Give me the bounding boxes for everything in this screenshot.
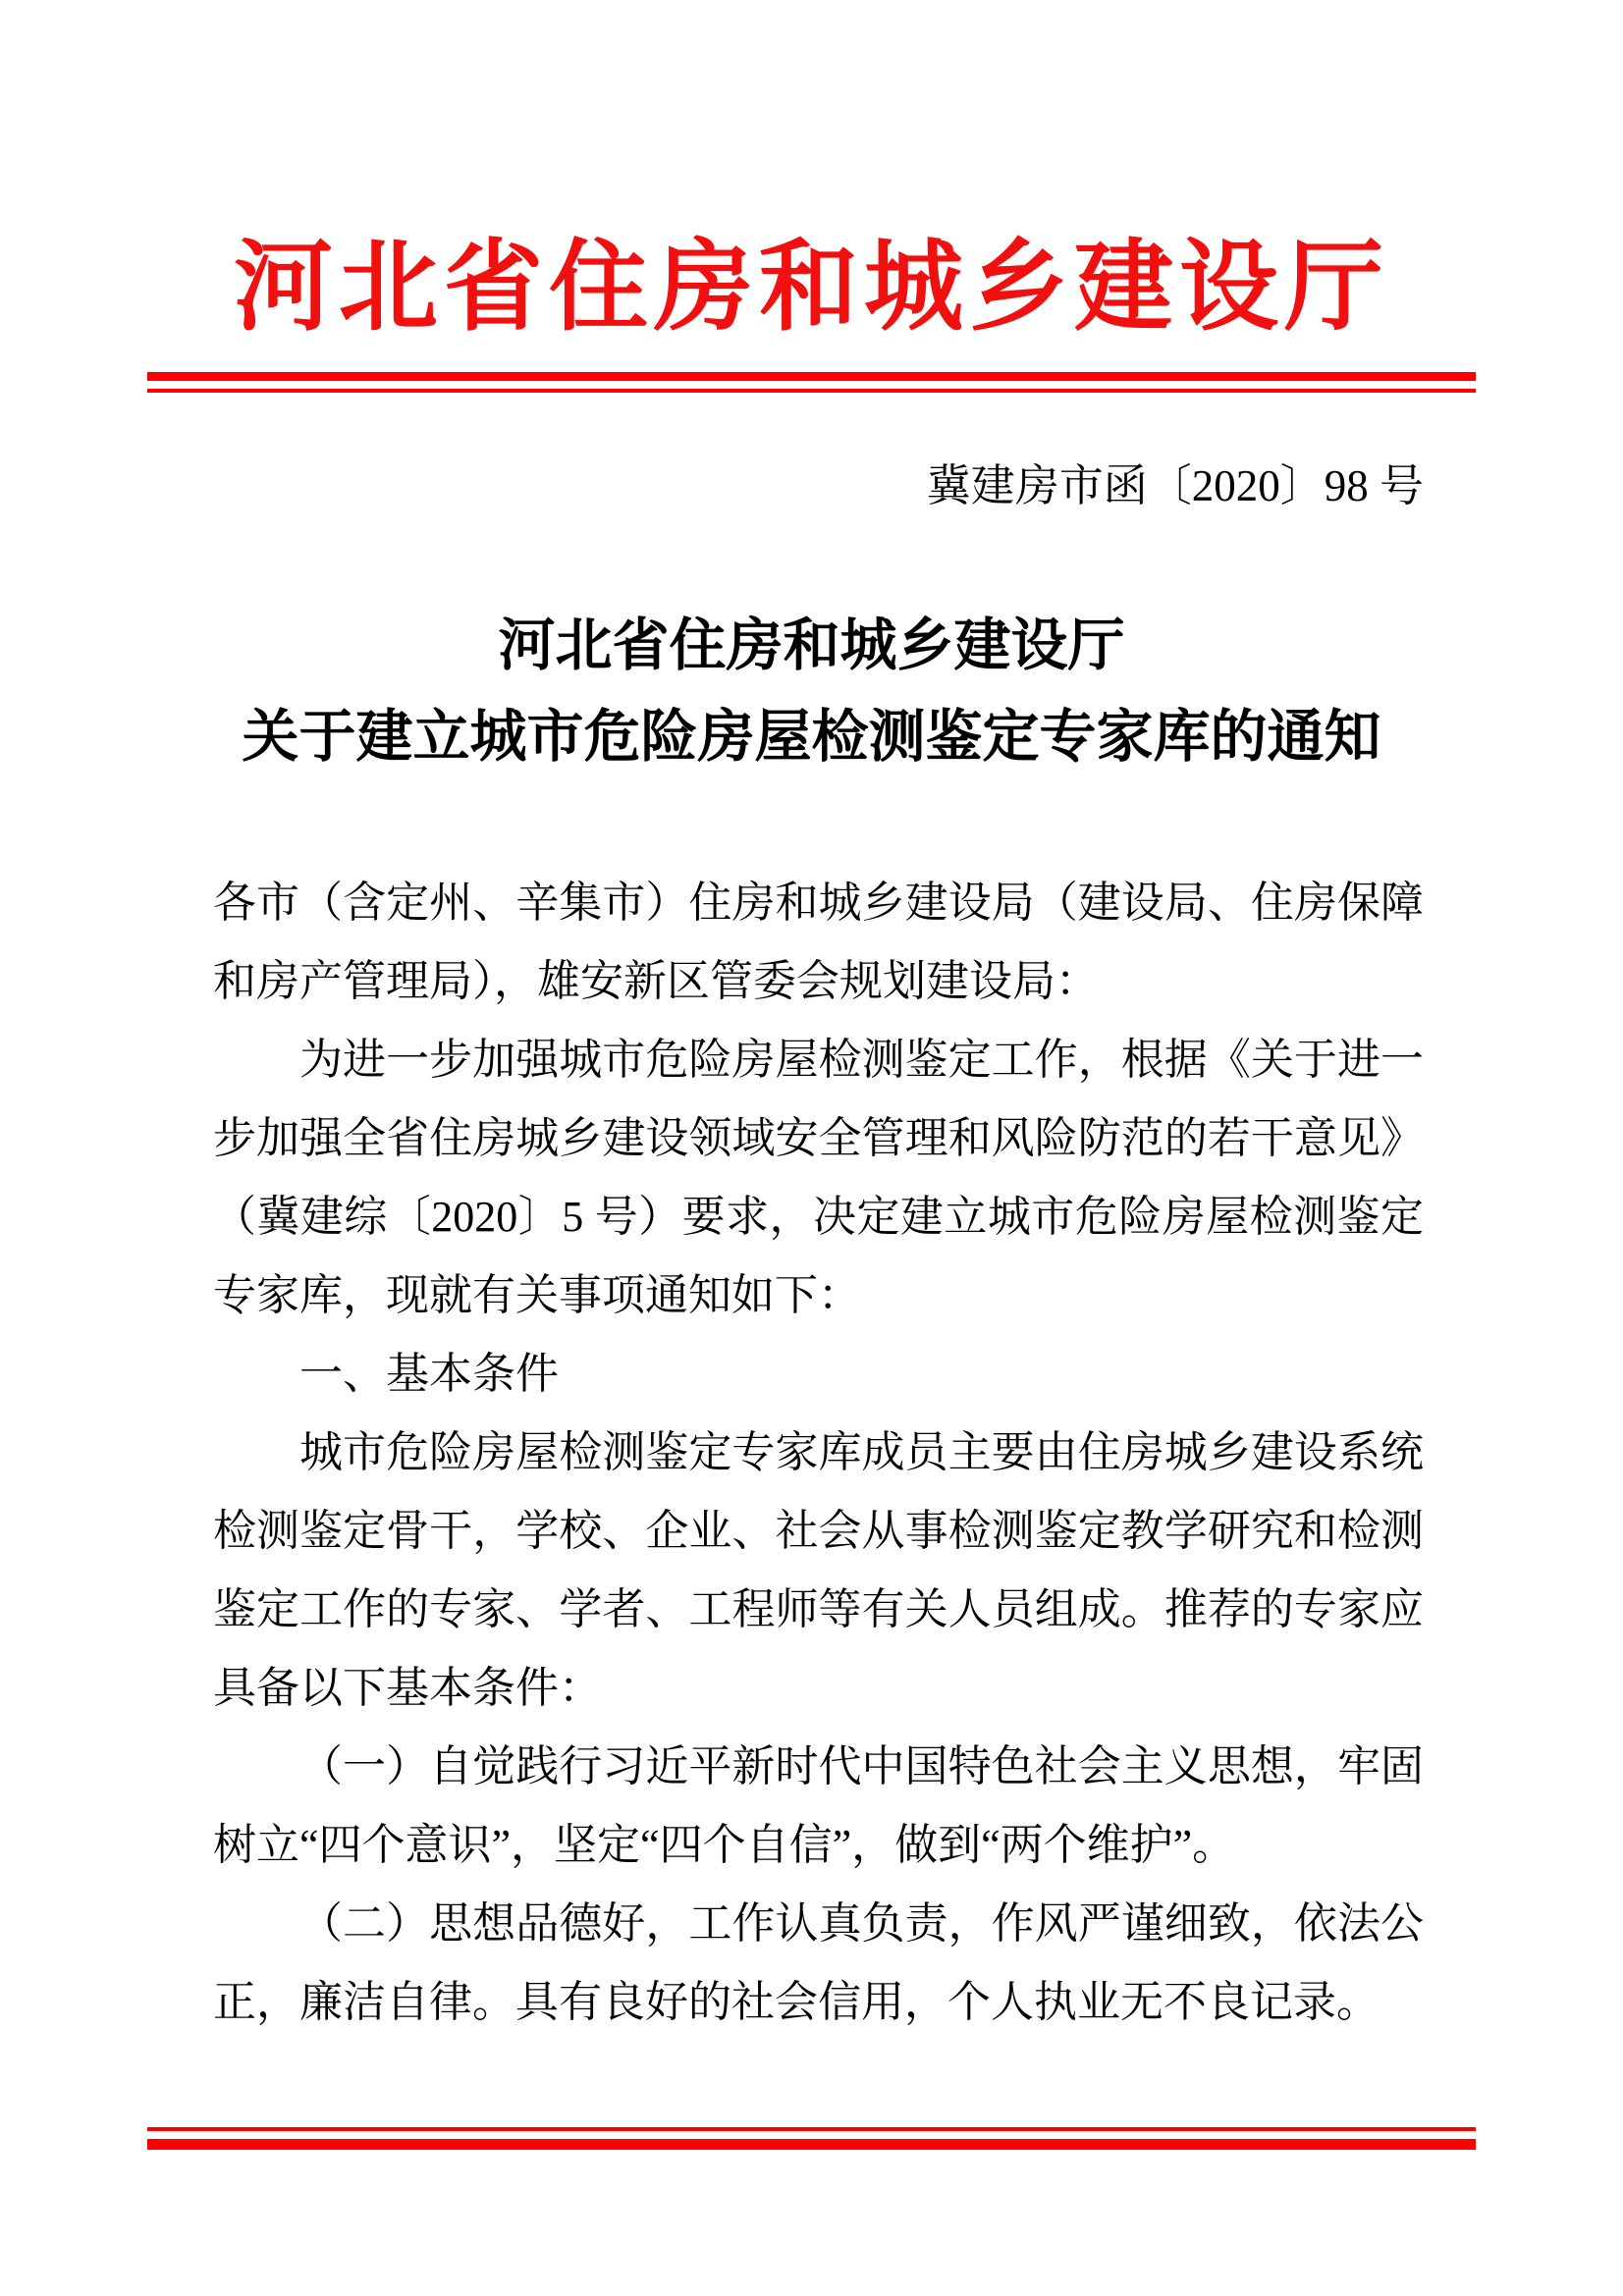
- document-title-line2: 关于建立城市危险房屋检测鉴定专家库的通知: [242, 705, 1381, 769]
- body-paragraph: （一）自觉践行习近平新时代中国特色社会主义思想，牢固树立“四个意识”，坚定“四个自信”，做到“两个维护”。: [213, 1742, 1424, 1869]
- document-title-line1: 河北省住房和城乡建设厅: [498, 614, 1125, 677]
- letterhead-agency-title: 河北省住房和城乡建设厅: [233, 233, 1389, 343]
- body-paragraph: （二）思想品德好，工作认真负责，作风严谨细致，依法公正，廉洁自律。具有良好的社会信用，个人执业无不良记录。: [213, 1899, 1424, 2026]
- letterhead-rule-thick: [147, 372, 1476, 381]
- document-reference-number: 冀建房市函〔2020〕98 号: [926, 461, 1424, 510]
- document-body: [213, 864, 1424, 2042]
- letterhead-rule-thin: [147, 389, 1476, 393]
- body-paragraph: 各市（含定州、辛集市）住房和城乡建设局（建设局、住房保障和房产管理局），雄安新区管委会规划建设局：: [213, 879, 1424, 1005]
- body-paragraph: 城市危险房屋检测鉴定专家库成员主要由住房城乡建设系统检测鉴定骨干，学校、企业、社会从事检测鉴定教学研究和检测鉴定工作的专家、学者、工程师等有关人员组成。推荐的专家应具备以下基本条件：: [213, 1428, 1424, 1712]
- body-paragraph: 一、基本条件: [299, 1350, 559, 1398]
- footer-rule-thin: [147, 2127, 1476, 2131]
- body-paragraph: 为进一步加强城市危险房屋检测鉴定工作，根据《关于进一步加强全省住房城乡建设领域安全管理和风险防范的若干意见》（冀建综〔2020〕5 号）要求，决定建立城市危险房屋检测鉴定专家库，现就有关事项通知如下：: [213, 1036, 1424, 1319]
- footer-rule-thick: [147, 2139, 1476, 2150]
- document-title: [0, 600, 1623, 782]
